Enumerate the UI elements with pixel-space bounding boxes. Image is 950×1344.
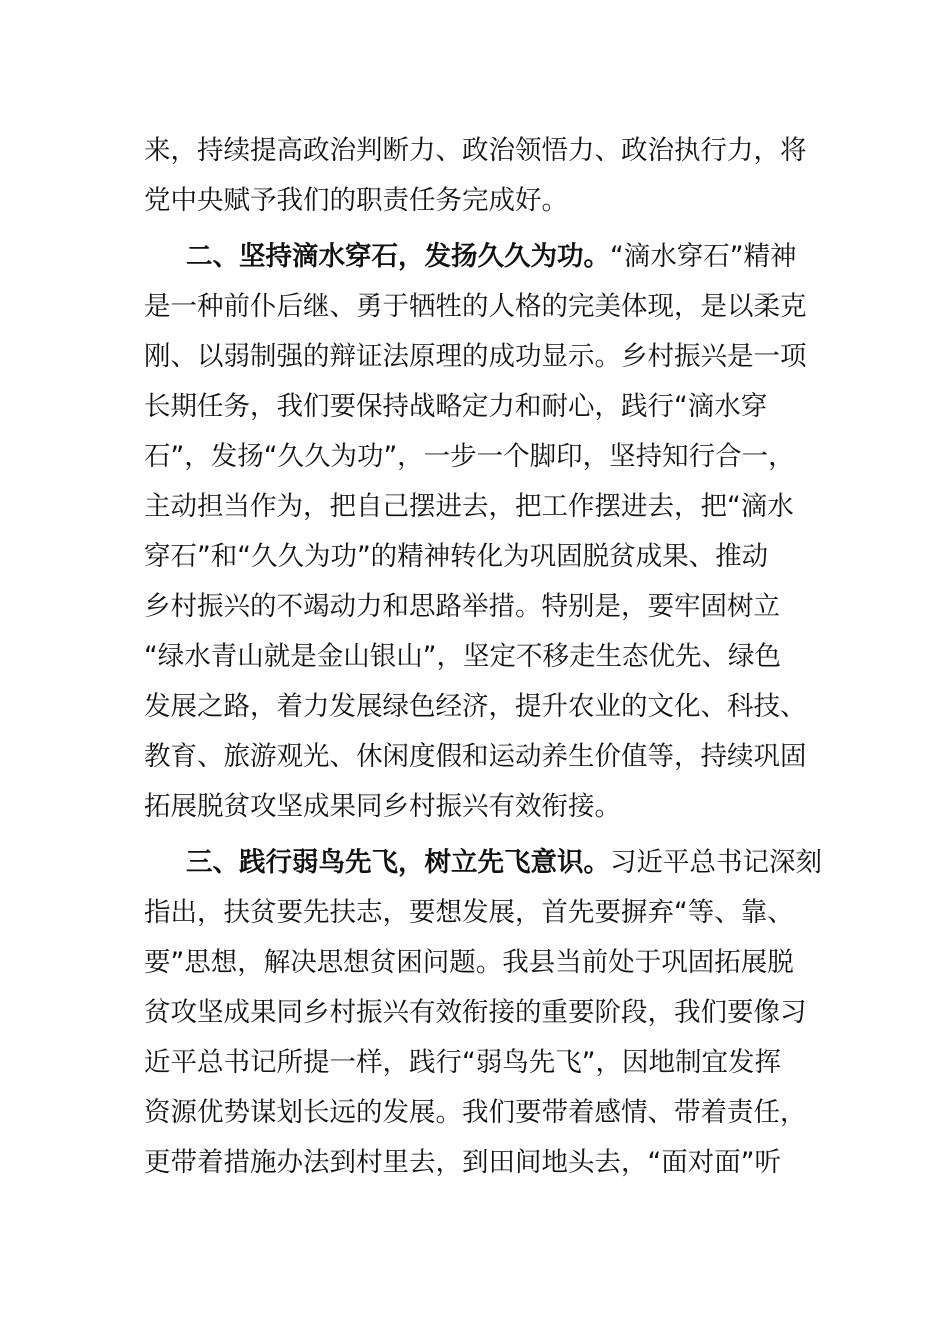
text-line: 穿石”和“久久为功”的精神转化为巩固脱贫成果、推动 bbox=[144, 541, 769, 572]
text-line: 发展之路，着力发展绿色经济，提升农业的文化、科技、 bbox=[144, 691, 807, 722]
text-line: 教育、旅游观光、休闲度假和运动养生价值等，持续巩固 bbox=[144, 741, 807, 772]
text-line: 刚、以弱制强的辩证法原理的成功显示。乡村振兴是一项 bbox=[144, 341, 807, 372]
text-line: 长期任务，我们要保持战略定力和耐心，践行“滴水穿 bbox=[144, 391, 768, 422]
section-2-text: “滴水穿石”精神 bbox=[610, 241, 797, 272]
text-line: 来，持续提高政治判断力、政治领悟力、政治执行力，将 bbox=[144, 135, 807, 166]
text-line: 更带着措施办法到村里去，到田间地头去，“面对面”听 bbox=[144, 1147, 781, 1178]
text-line: 资源优势谋划长远的发展。我们要带着感情、带着责任， bbox=[144, 1097, 807, 1128]
section-3-first-line bbox=[186, 846, 822, 880]
text-line: “绿水青山就是金山银山”，坚定不移走生态优先、绿色 bbox=[144, 641, 781, 672]
text-line: 要”思想，解决思想贫困问题。我县当前处于巩固拓展脱 bbox=[144, 947, 794, 978]
text-line: 指出，扶贫要先扶志，要想发展，首先要摒弃“等、靠、 bbox=[144, 897, 794, 928]
text-line: 贫攻坚成果同乡村振兴有效衔接的重要阶段，我们要像习 bbox=[144, 997, 807, 1028]
text-line: 拓展脱贫攻坚成果同乡村振兴有效衔接。 bbox=[144, 791, 621, 822]
text-line: 近平总书记所提一样，践行“弱鸟先飞”，因地制宜发挥 bbox=[144, 1047, 781, 1078]
section-2-first-line bbox=[186, 240, 796, 274]
text-line: 是一种前仆后继、勇于牺牲的人格的完美体现，是以柔克 bbox=[144, 291, 807, 322]
text-line: 乡村振兴的不竭动力和思路举措。特别是，要牢固树立 bbox=[144, 591, 780, 622]
section-3-text: 习近平总书记深刻 bbox=[610, 847, 822, 878]
section-2-heading: 二、坚持滴水穿石，发扬久久为功。 bbox=[186, 241, 610, 272]
text-line: 石”，发扬“久久为功”，一步一个脚印，坚持知行合一， bbox=[144, 441, 795, 472]
section-3-heading: 三、践行弱鸟先飞，树立先飞意识。 bbox=[186, 847, 610, 878]
text-line: 主动担当作为，把自己摆进去，把工作摆进去，把“滴水 bbox=[144, 491, 794, 522]
text-line: 党中央赋予我们的职责任务完成好。 bbox=[144, 185, 568, 216]
